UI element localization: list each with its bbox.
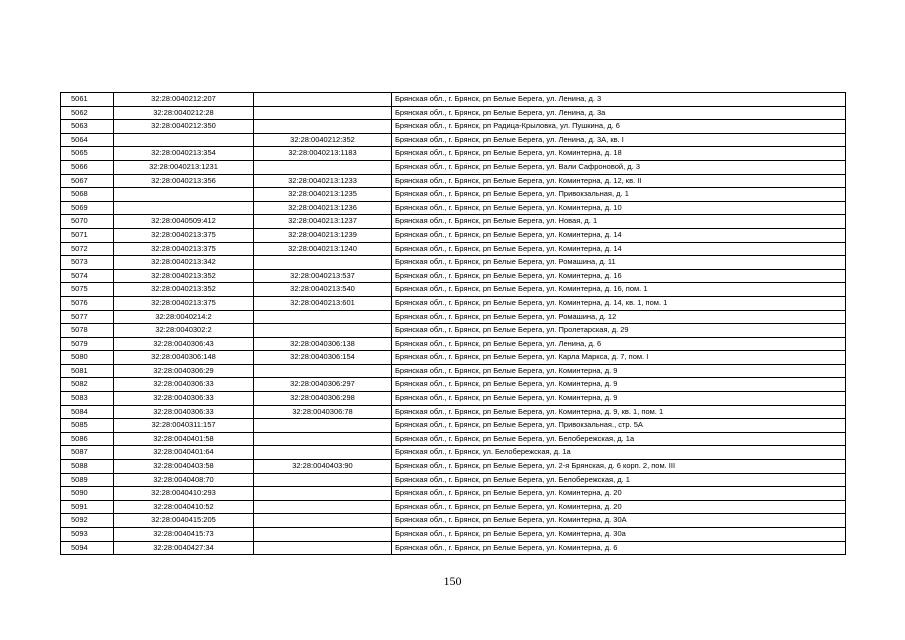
table-row	[61, 446, 846, 460]
cadastral-number-cell: 32:28:0040415:73	[114, 528, 254, 542]
row-number-cell: 5084	[61, 405, 114, 419]
address-cell: Брянская обл., г. Брянск, рп Белые Берега, ул. Коминтерна, д. 14	[392, 242, 846, 256]
related-cadastral-number-cell	[254, 106, 392, 120]
table-row	[61, 432, 846, 446]
related-cadastral-number-cell	[254, 120, 392, 134]
cadastral-number-cell	[114, 201, 254, 215]
row-number-cell: 5067	[61, 174, 114, 188]
row-number-cell: 5089	[61, 473, 114, 487]
address-cell: Брянская обл., г. Брянск, рп Белые Берега, ул. Ленина, д. 3А, кв. I	[392, 133, 846, 147]
cadastral-number-cell: 32:28:0040212:207	[114, 93, 254, 107]
cadastral-number-cell: 32:28:0040212:28	[114, 106, 254, 120]
cadastral-number-cell	[114, 133, 254, 147]
address-cell: Брянская обл., г. Брянск, рп Белые Берега, ул. Коминтерна, д. 30а	[392, 528, 846, 542]
related-cadastral-number-cell	[254, 500, 392, 514]
related-cadastral-number-cell: 32:28:0040212:352	[254, 133, 392, 147]
related-cadastral-number-cell: 32:28:0040306:78	[254, 405, 392, 419]
table-row	[61, 460, 846, 474]
row-number-cell: 5094	[61, 541, 114, 555]
cadastral-number-cell: 32:28:0040213:352	[114, 283, 254, 297]
table-row	[61, 174, 846, 188]
related-cadastral-number-cell: 32:28:0040213:1233	[254, 174, 392, 188]
related-cadastral-number-cell: 32:28:0040213:537	[254, 269, 392, 283]
row-number-cell: 5088	[61, 460, 114, 474]
related-cadastral-number-cell: 32:28:0040213:1240	[254, 242, 392, 256]
page-number: 150	[443, 574, 462, 588]
address-cell: Брянская обл., г. Брянск, рп Белые Берега, ул. Коминтерна, д. 16	[392, 269, 846, 283]
address-cell: Брянская обл., г. Брянск, рп Белые Берега, ул. Коминтерна, д. 9	[392, 364, 846, 378]
row-number-cell: 5075	[61, 283, 114, 297]
row-number-cell: 5074	[61, 269, 114, 283]
address-cell: Брянская обл., г. Брянск, рп Белые Берега, ул. Коминтерна, д. 12, кв. II	[392, 174, 846, 188]
cadastral-number-cell: 32:28:0040410:293	[114, 487, 254, 501]
cadastral-number-cell: 32:28:0040214:2	[114, 310, 254, 324]
address-cell: Брянская обл., г. Брянск, рп Белые Берега, ул. Коминтерна, д. 14	[392, 228, 846, 242]
related-cadastral-number-cell	[254, 432, 392, 446]
row-number-cell: 5072	[61, 242, 114, 256]
address-cell: Брянская обл., г. Брянск, рп Белые Берега, ул. Коминтерна, д. 9	[392, 392, 846, 406]
address-cell: Брянская обл., г. Брянск, рп Белые Берега, ул. Ленина, д. 3	[392, 93, 846, 107]
related-cadastral-number-cell: 32:28:0040306:298	[254, 392, 392, 406]
table-row	[61, 419, 846, 433]
cadastral-number-cell: 32:28:0040213:375	[114, 296, 254, 310]
row-number-cell: 5081	[61, 364, 114, 378]
related-cadastral-number-cell	[254, 446, 392, 460]
address-cell: Брянская обл., г. Брянск, рп Белые Берега, ул. 2-я Брянская, д. 6 корп. 2, пом. III	[392, 460, 846, 474]
cadastral-number-cell: 32:28:0040213:375	[114, 242, 254, 256]
row-number-cell: 5073	[61, 256, 114, 270]
table-row	[61, 242, 846, 256]
row-number-cell: 5090	[61, 487, 114, 501]
address-cell: Брянская обл., г. Брянск, рп Радица-Крыловка, ул. Пушкина, д. 6	[392, 120, 846, 134]
row-number-cell: 5066	[61, 160, 114, 174]
table-row	[61, 364, 846, 378]
table-row	[61, 147, 846, 161]
cadastral-number-cell: 32:28:0040408:70	[114, 473, 254, 487]
related-cadastral-number-cell: 32:28:0040306:138	[254, 337, 392, 351]
address-cell: Брянская обл., г. Брянск, рп Белые Берега, ул. Коминтерна, д. 30А	[392, 514, 846, 528]
related-cadastral-number-cell	[254, 364, 392, 378]
cadastral-number-cell: 32:28:0040311:157	[114, 419, 254, 433]
related-cadastral-number-cell	[254, 514, 392, 528]
address-cell: Брянская обл., г. Брянск, рп Белые Берега, ул. Коминтерна, д. 10	[392, 201, 846, 215]
row-number-cell: 5078	[61, 324, 114, 338]
table-row	[61, 378, 846, 392]
cadastral-number-cell: 32:28:0040306:148	[114, 351, 254, 365]
cadastral-number-cell: 32:28:0040401:64	[114, 446, 254, 460]
address-cell: Брянская обл., г. Брянск, рп Белые Берега, ул. Коминтерна, д. 14, кв. 1, пом. 1	[392, 296, 846, 310]
table-row	[61, 201, 846, 215]
cadastral-number-cell: 32:28:0040410:52	[114, 500, 254, 514]
row-number-cell: 5062	[61, 106, 114, 120]
row-number-cell: 5068	[61, 188, 114, 202]
table-row	[61, 188, 846, 202]
row-number-cell: 5091	[61, 500, 114, 514]
table-row	[61, 120, 846, 134]
cadastral-number-cell: 32:28:0040509:412	[114, 215, 254, 229]
row-number-cell: 5070	[61, 215, 114, 229]
address-cell: Брянская обл., г. Брянск, рп Белые Берега, ул. Коминтерна, д. 20	[392, 500, 846, 514]
address-cell: Брянская обл., г. Брянск, рп Белые Берега, ул. Белобережская, д. 1	[392, 473, 846, 487]
cadastral-number-cell: 32:28:0040306:29	[114, 364, 254, 378]
related-cadastral-number-cell: 32:28:0040213:1235	[254, 188, 392, 202]
row-number-cell: 5093	[61, 528, 114, 542]
related-cadastral-number-cell: 32:28:0040213:540	[254, 283, 392, 297]
table-row	[61, 405, 846, 419]
row-number-cell: 5092	[61, 514, 114, 528]
cadastral-number-cell: 32:28:0040427:34	[114, 541, 254, 555]
table-row	[61, 528, 846, 542]
cadastral-number-cell: 32:28:0040213:375	[114, 228, 254, 242]
address-cell: Брянская обл., г. Брянск, рп Белые Берега, ул. Ленина, д. 3а	[392, 106, 846, 120]
row-number-cell: 5063	[61, 120, 114, 134]
address-cell: Брянская обл., г. Брянск, рп Белые Берега, ул. Ромашина, д. 12	[392, 310, 846, 324]
related-cadastral-number-cell	[254, 419, 392, 433]
related-cadastral-number-cell	[254, 256, 392, 270]
address-cell: Брянская обл., г. Брянск, рп Белые Берега, ул. Карла Маркса, д. 7, пом. I	[392, 351, 846, 365]
table-row	[61, 133, 846, 147]
cadastral-number-cell: 32:28:0040306:33	[114, 378, 254, 392]
table-row	[61, 310, 846, 324]
table-row	[61, 514, 846, 528]
table-row	[61, 541, 846, 555]
address-cell: Брянская обл., г. Брянск, рп Белые Берега, ул. Коминтерна, д. 6	[392, 541, 846, 555]
row-number-cell: 5082	[61, 378, 114, 392]
table-row	[61, 93, 846, 107]
cadastral-number-cell: 32:28:0040306:43	[114, 337, 254, 351]
address-cell: Брянская обл., г. Брянск, рп Белые Берега, ул. Ленина, д. 6	[392, 337, 846, 351]
cadastral-number-cell: 32:28:0040306:33	[114, 405, 254, 419]
row-number-cell: 5086	[61, 432, 114, 446]
table-row	[61, 296, 846, 310]
address-cell: Брянская обл., г. Брянск, рп Белые Берега, ул. Вали Сафроновой, д. 3	[392, 160, 846, 174]
address-cell: Брянская обл., г. Брянск, рп Белые Берега, ул. Привокзальная., стр. 5А	[392, 419, 846, 433]
related-cadastral-number-cell: 32:28:0040403:90	[254, 460, 392, 474]
cadastral-number-cell: 32:28:0040213:342	[114, 256, 254, 270]
row-number-cell: 5071	[61, 228, 114, 242]
row-number-cell: 5080	[61, 351, 114, 365]
table-row	[61, 473, 846, 487]
related-cadastral-number-cell	[254, 541, 392, 555]
related-cadastral-number-cell	[254, 310, 392, 324]
table-row	[61, 256, 846, 270]
address-cell: Брянская обл., г. Брянск, ул. Белобережская, д. 1а	[392, 446, 846, 460]
row-number-cell: 5087	[61, 446, 114, 460]
address-cell: Брянская обл., г. Брянск, рп Белые Берега, ул. Коминтерна, д. 18	[392, 147, 846, 161]
row-number-cell: 5064	[61, 133, 114, 147]
cadastral-number-cell: 32:28:0040213:1231	[114, 160, 254, 174]
address-cell: Брянская обл., г. Брянск, рп Белые Берега, ул. Пролетарская, д. 29	[392, 324, 846, 338]
table-row	[61, 324, 846, 338]
address-cell: Брянская обл., г. Брянск, рп Белые Берега, ул. Новая, д. 1	[392, 215, 846, 229]
table-row	[61, 500, 846, 514]
cadastral-number-cell: 32:28:0040302:2	[114, 324, 254, 338]
related-cadastral-number-cell	[254, 93, 392, 107]
related-cadastral-number-cell	[254, 324, 392, 338]
cadastral-number-cell: 32:28:0040213:356	[114, 174, 254, 188]
row-number-cell: 5069	[61, 201, 114, 215]
address-cell: Брянская обл., г. Брянск, рп Белые Берега, ул. Коминтерна, д. 9, кв. 1, пом. 1	[392, 405, 846, 419]
related-cadastral-number-cell	[254, 487, 392, 501]
property-table-body	[61, 93, 846, 555]
address-cell: Брянская обл., г. Брянск, рп Белые Берега, ул. Ромашина, д. 11	[392, 256, 846, 270]
address-cell: Брянская обл., г. Брянск, рп Белые Берега, ул. Белобережская, д. 1а	[392, 432, 846, 446]
cadastral-number-cell: 32:28:0040306:33	[114, 392, 254, 406]
cadastral-number-cell	[114, 188, 254, 202]
cadastral-number-cell: 32:28:0040401:58	[114, 432, 254, 446]
table-row	[61, 337, 846, 351]
related-cadastral-number-cell: 32:28:0040213:1183	[254, 147, 392, 161]
row-number-cell: 5065	[61, 147, 114, 161]
address-cell: Брянская обл., г. Брянск, рп Белые Берега, ул. Коминтерна, д. 9	[392, 378, 846, 392]
related-cadastral-number-cell: 32:28:0040213:1236	[254, 201, 392, 215]
address-cell: Брянская обл., г. Брянск, рп Белые Берега, ул. Коминтерна, д. 16, пом. 1	[392, 283, 846, 297]
cadastral-number-cell: 32:28:0040213:354	[114, 147, 254, 161]
address-cell: Брянская обл., г. Брянск, рп Белые Берега, ул. Привокзальная, д. 1	[392, 188, 846, 202]
table-row	[61, 106, 846, 120]
address-cell: Брянская обл., г. Брянск, рп Белые Берега, ул. Коминтерна, д. 20	[392, 487, 846, 501]
cadastral-number-cell: 32:28:0040415:205	[114, 514, 254, 528]
row-number-cell: 5077	[61, 310, 114, 324]
table-row	[61, 392, 846, 406]
row-number-cell: 5076	[61, 296, 114, 310]
related-cadastral-number-cell: 32:28:0040213:1239	[254, 228, 392, 242]
table-row	[61, 283, 846, 297]
table-row	[61, 215, 846, 229]
related-cadastral-number-cell	[254, 473, 392, 487]
related-cadastral-number-cell	[254, 160, 392, 174]
row-number-cell: 5083	[61, 392, 114, 406]
row-number-cell: 5079	[61, 337, 114, 351]
cadastral-number-cell: 32:28:0040212:350	[114, 120, 254, 134]
related-cadastral-number-cell: 32:28:0040306:297	[254, 378, 392, 392]
table-row	[61, 269, 846, 283]
row-number-cell: 5061	[61, 93, 114, 107]
table-row	[61, 228, 846, 242]
cadastral-number-cell: 32:28:0040213:352	[114, 269, 254, 283]
related-cadastral-number-cell: 32:28:0040306:154	[254, 351, 392, 365]
property-table	[60, 92, 846, 555]
cadastral-number-cell: 32:28:0040403:58	[114, 460, 254, 474]
related-cadastral-number-cell	[254, 528, 392, 542]
table-row	[61, 351, 846, 365]
row-number-cell: 5085	[61, 419, 114, 433]
related-cadastral-number-cell: 32:28:0040213:1237	[254, 215, 392, 229]
table-row	[61, 487, 846, 501]
related-cadastral-number-cell: 32:28:0040213:601	[254, 296, 392, 310]
table-row	[61, 160, 846, 174]
